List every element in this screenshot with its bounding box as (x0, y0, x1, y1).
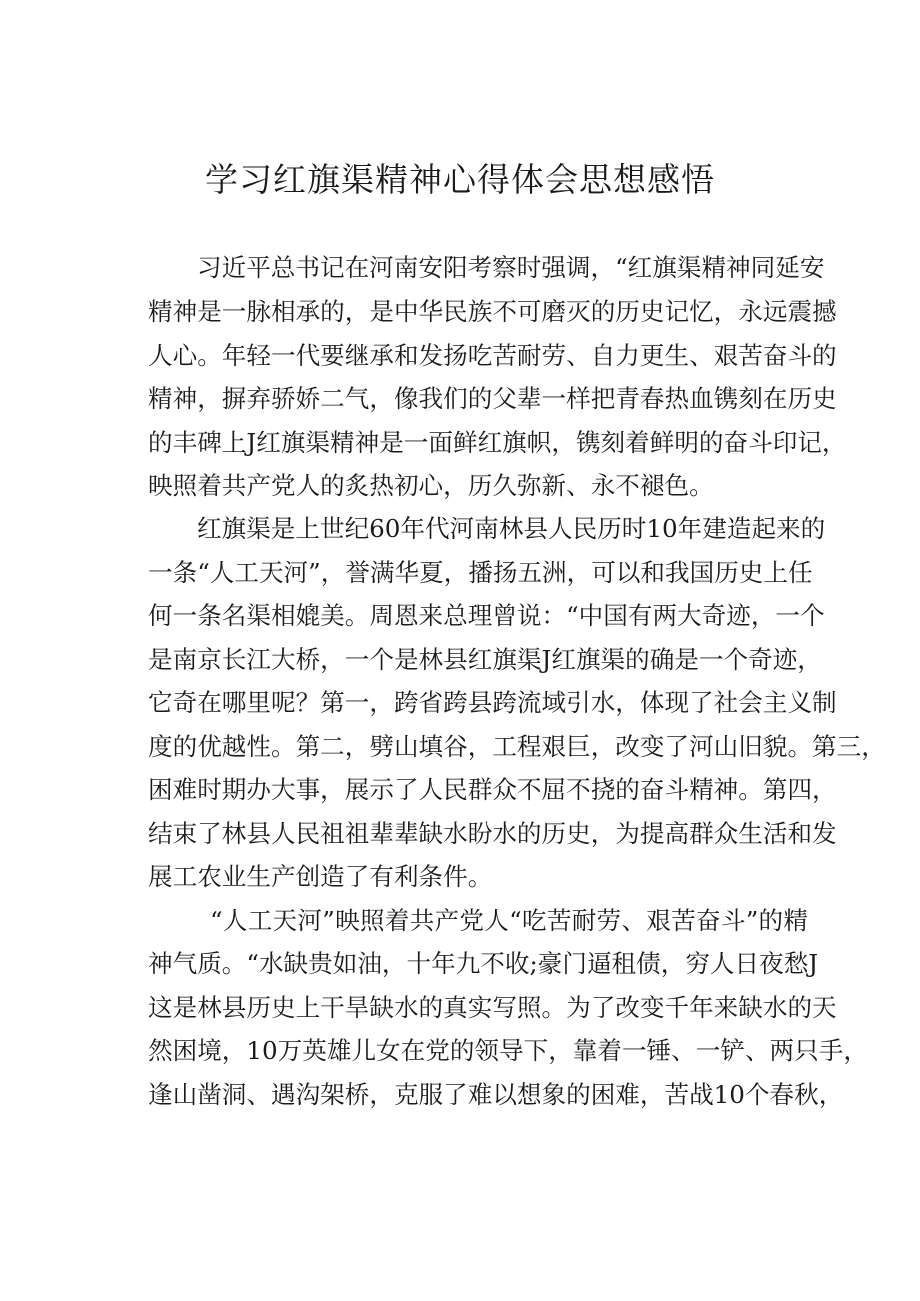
paragraph-line: 精神，摒弃骄娇二气，像我们的父辈一样把青春热血镌刻在历史 (148, 384, 837, 413)
paragraph-line: 是南京长江大桥，一个是林县红旗渠J红旗渠的确是一个奇迹， (148, 645, 822, 674)
paragraph-line: 它奇在哪里呢？第一，跨省跨县跨流域引水，体现了社会主义制 (148, 688, 837, 717)
paragraph-line: 度的优越性。第二，劈山填谷，工程艰巨，改变了河山旧貌。第三， (148, 732, 886, 761)
paragraph-line: 这是林县历史上干旱缺水的真实写照。为了改变千年来缺水的天 (148, 993, 837, 1022)
paragraph-line: 何一条名渠相媲美。周恩来总理曾说：“中国有两大奇迹，一个 (148, 601, 825, 630)
paragraph-line: 神气质。“水缺贵如油，十年九不收;豪门逼租债，穷人日夜愁J (148, 949, 819, 978)
document-title: 学习红旗渠精神心得体会思想感悟 (205, 160, 715, 199)
paragraph-line: 结束了林县人民祖祖辈辈缺水盼水的历史，为提高群众生活和发 (148, 819, 837, 848)
paragraph-line: 困难时期办大事，展示了人民群众不屈不挠的奋斗精神。第四， (148, 775, 837, 804)
paragraph-line: 习近平总书记在河南安阳考察时强调，“红旗渠精神同延安 (197, 253, 825, 282)
paragraph-line: 一条“人工天河”，誉满华夏，播扬五洲，可以和我国历史上任 (148, 558, 813, 587)
paragraph-line: 然困境，10万英雄儿女在党的领导下，靠着一锤、一铲、两只手， (148, 1036, 868, 1065)
paragraph-line: 人心。年轻一代要继承和发扬吃苦耐劳、自力更生、艰苦奋斗的 (148, 341, 837, 370)
paragraph-line: 精神是一脉相承的，是中华民族不可磨灭的历史记忆，永远震撼 (148, 297, 837, 326)
paragraph-line: “人工天河”映照着共产党人“吃苦耐劳、艰苦奋斗”的精 (210, 906, 808, 935)
paragraph-line: 红旗渠是上世纪60年代河南林县人民历时10年建造起来的 (197, 514, 826, 543)
paragraph-line: 映照着共产党人的炙热初心，历久弥新、永不褪色。 (148, 471, 714, 500)
paragraph-line: 的丰碑上J红旗渠精神是一面鲜红旗帜，镌刻着鲜明的奋斗印记， (148, 428, 847, 457)
paragraph-line: 展工农业生产创造了有利条件。 (148, 862, 493, 891)
paragraph-line: 逢山凿洞、遇沟架桥，克服了难以想象的困难，苦战10个春秋， (148, 1080, 844, 1109)
